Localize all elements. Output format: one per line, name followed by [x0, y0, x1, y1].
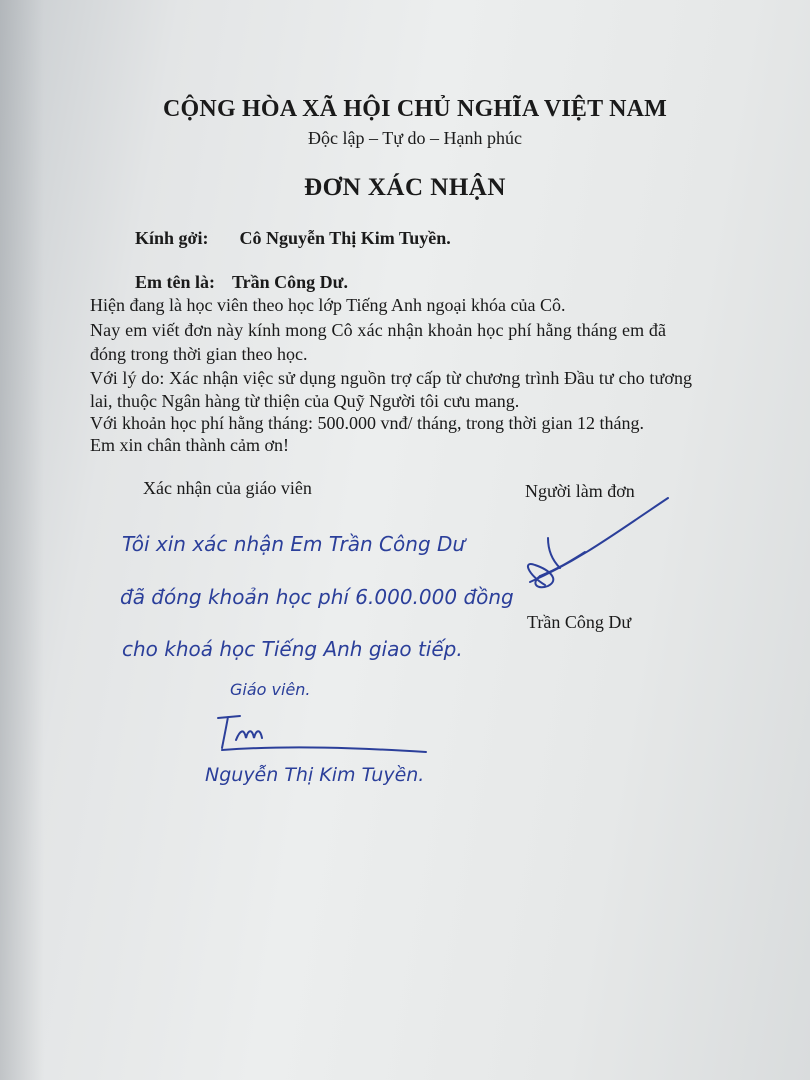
body-line: Với khoản học phí hằng tháng: 500.000 vnđ/ tháng, trong thời gian 12 tháng.	[90, 413, 644, 433]
applicant-label: Em tên là:	[135, 272, 215, 292]
handwritten-line: cho khoá học Tiếng Anh giao tiếp.	[122, 637, 463, 661]
body-line: Nay em viết đơn này kính mong Cô xác nhận khoản học phí hằng tháng em đã	[90, 320, 667, 340]
body-line: Em xin chân thành cảm ơn!	[90, 435, 289, 455]
teacher-confirmation-label: Xác nhận của giáo viên	[143, 478, 312, 498]
handwritten-line: đã đóng khoản học phí 6.000.000 đồng	[120, 585, 514, 609]
applicant-printed-name: Trần Công Dư	[527, 612, 632, 632]
body-line: đóng trong thời gian theo học.	[90, 344, 308, 364]
handwritten-role: Giáo viên.	[230, 680, 311, 699]
recipient-name: Cô Nguyễn Thị Kim Tuyền.	[239, 228, 451, 248]
applicant-name: Trần Công Dư.	[232, 272, 348, 292]
body-line: Hiện đang là học viên theo học lớp Tiếng Anh ngoại khóa của Cô.	[90, 295, 566, 315]
body-line: lai, thuộc Ngân hàng từ thiện của Quỹ Người tôi cưu mang.	[90, 391, 520, 411]
national-title: CỘNG HÒA XÃ HỘI CHỦ NGHĨA VIỆT NAM	[163, 96, 667, 122]
body-line: Với lý do: Xác nhận việc sử dụng nguồn trợ cấp từ chương trình Đầu tư cho tương	[90, 368, 693, 388]
recipient-label: Kính gởi:	[135, 228, 209, 248]
applicant-signature	[528, 498, 668, 587]
handwritten-teacher-name: Nguyễn Thị Kim Tuyền.	[205, 764, 425, 786]
national-motto: Độc lập – Tự do – Hạnh phúc	[308, 128, 522, 148]
handwritten-line: Tôi xin xác nhận Em Trần Công Dư	[122, 532, 466, 556]
applicant-signature-label: Người làm đơn	[525, 481, 635, 501]
teacher-signature	[218, 716, 426, 752]
document-title: ĐƠN XÁC NHẬN	[304, 174, 506, 201]
